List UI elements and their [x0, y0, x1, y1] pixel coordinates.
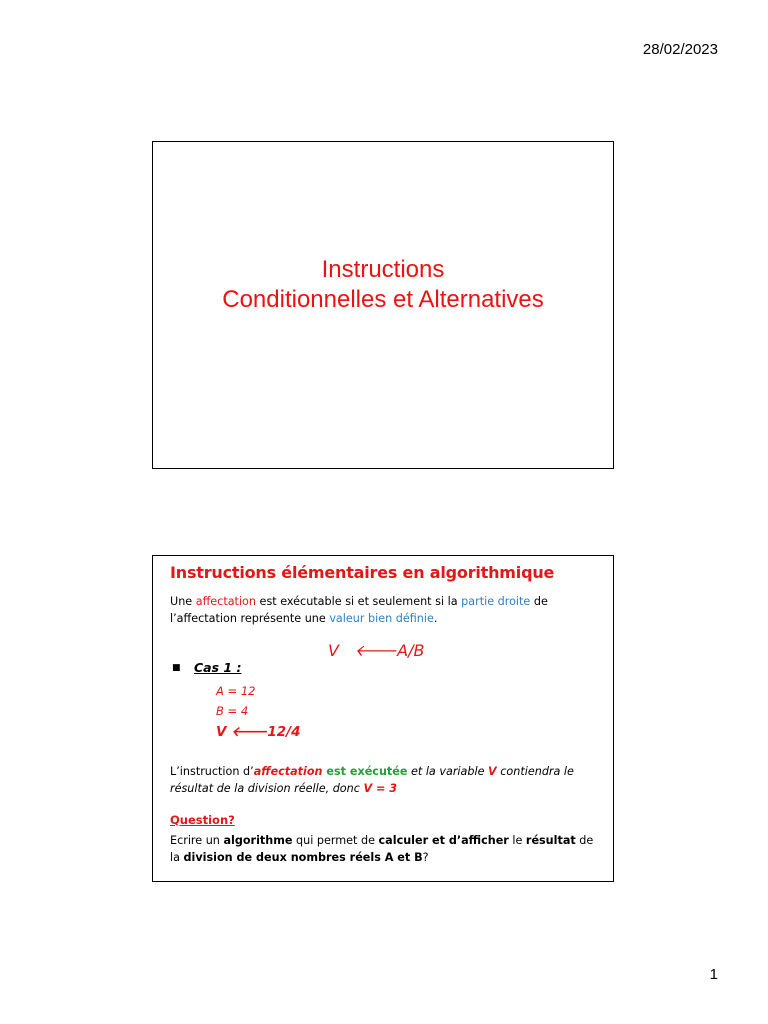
keyword-resultat: résultat	[525, 834, 576, 847]
affectation-definition	[170, 593, 603, 627]
text: .	[433, 612, 438, 625]
value-v-rhs: 12/4	[267, 724, 301, 740]
keyword-valeur: valeur bien définie	[329, 612, 434, 625]
page-number: 1	[709, 966, 718, 983]
text: contiendra le résultat de la division réelle, donc	[170, 765, 574, 795]
keyword-affectation: affectation	[253, 765, 323, 778]
slide-title-text	[153, 255, 613, 315]
keyword-partie-droite: partie droite	[461, 595, 531, 608]
left-arrow-icon: 🡐	[354, 641, 398, 660]
case-bullet	[172, 660, 241, 675]
case-label: Cas 1 :	[194, 660, 242, 675]
question-text	[170, 832, 603, 866]
keyword-algorithme: algorithme	[223, 834, 293, 847]
keyword-calculer: calculer et d’afficher	[378, 834, 509, 847]
title-line-1: Instructions	[321, 256, 445, 283]
title-line-2: Conditionnelles et Alternatives	[222, 286, 544, 313]
formula-rhs: A/B	[397, 641, 425, 660]
text: et la variable	[407, 765, 489, 778]
text: Ecrire un	[170, 834, 224, 847]
formula-lhs: V	[328, 641, 339, 660]
page-date: 28/02/2023	[642, 41, 718, 58]
slide-heading: Instructions élémentaires en algorithmique	[170, 563, 555, 582]
keyword-affectation: affectation	[195, 595, 256, 608]
result-value: V = 3	[363, 782, 398, 795]
text: est exécutable si et seulement si la	[256, 595, 462, 608]
formula	[328, 640, 424, 660]
value-a: A = 12	[216, 684, 256, 698]
text: ?	[422, 851, 429, 864]
value-v	[216, 724, 300, 740]
execution-result	[170, 763, 603, 797]
square-bullet-icon: ■	[172, 663, 181, 673]
keyword-executee: est exécutée	[322, 765, 408, 778]
text: de l’affectation représente une	[170, 595, 548, 625]
keyword-division: division de deux nombres réels A et B	[183, 851, 423, 864]
slide-instructions	[152, 555, 614, 882]
text: L’instruction d’	[170, 765, 254, 778]
value-v-lhs: V	[216, 724, 227, 740]
question-label: Question?	[170, 813, 235, 827]
text: Une	[170, 595, 196, 608]
value-b: B = 4	[216, 704, 249, 718]
text: le	[508, 834, 526, 847]
left-arrow-icon: 🡐	[231, 724, 268, 740]
text: qui permet de	[292, 834, 379, 847]
slide-title	[152, 141, 614, 469]
text: de la	[170, 834, 594, 864]
variable-v: V	[488, 765, 497, 778]
